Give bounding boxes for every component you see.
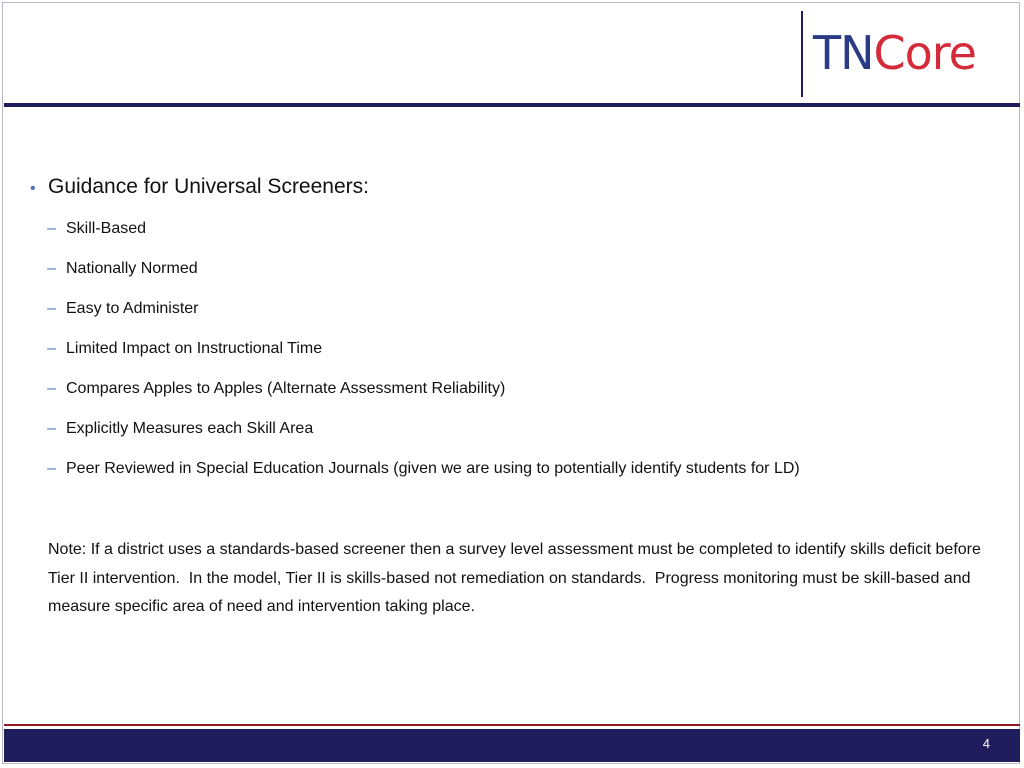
list-item-text: Compares Apples to Apples (Alternate Assessment Reliability): [66, 380, 506, 397]
page-number: 4: [982, 736, 990, 751]
logo-core-text: Core: [873, 26, 976, 80]
list-item-text: Explicitly Measures each Skill Area: [66, 420, 314, 437]
list-item-text: Peer Reviewed in Special Education Journals (given we are using to potentially identify students for LD): [66, 460, 800, 477]
dash-icon: –: [47, 420, 56, 437]
list-item: [47, 337, 800, 377]
note-paragraph: Note: If a district uses a standards-based screener then a survey level assessment must be completed to identify skills deficit before Tier II intervention. In the model, Tier II is skills-based not remediation on standards. Progress monitoring must be skill-based and measure specific area of need and intervention taking place.: [48, 541, 986, 615]
list-item: [47, 217, 800, 257]
dash-icon: –: [47, 380, 56, 397]
sub-bullet-list: [47, 217, 800, 497]
dash-icon: –: [47, 460, 56, 477]
list-item-text: Easy to Administer: [66, 300, 199, 317]
dash-icon: –: [47, 220, 56, 237]
dash-icon: –: [47, 340, 56, 357]
main-bullet-text: Guidance for Universal Screeners:: [48, 175, 369, 198]
list-item: [47, 257, 800, 297]
list-item: [47, 457, 800, 497]
dash-icon: –: [47, 300, 56, 317]
bullet-dot-icon: •: [30, 180, 36, 197]
header-rule: [4, 103, 1020, 107]
list-item-text: Limited Impact on Instructional Time: [66, 340, 323, 357]
dash-icon: –: [47, 260, 56, 277]
main-bullet: [30, 172, 369, 204]
list-item-text: Skill-Based: [66, 220, 147, 237]
footer-rule: [4, 724, 1020, 726]
footer-bar: [4, 729, 1020, 762]
logo-tn-text: TN: [813, 26, 874, 80]
list-item-text: Nationally Normed: [66, 260, 198, 277]
tncore-logo: [813, 27, 976, 79]
list-item: [47, 417, 800, 457]
logo-divider: [801, 11, 803, 97]
list-item: [47, 377, 800, 417]
list-item: [47, 297, 800, 337]
